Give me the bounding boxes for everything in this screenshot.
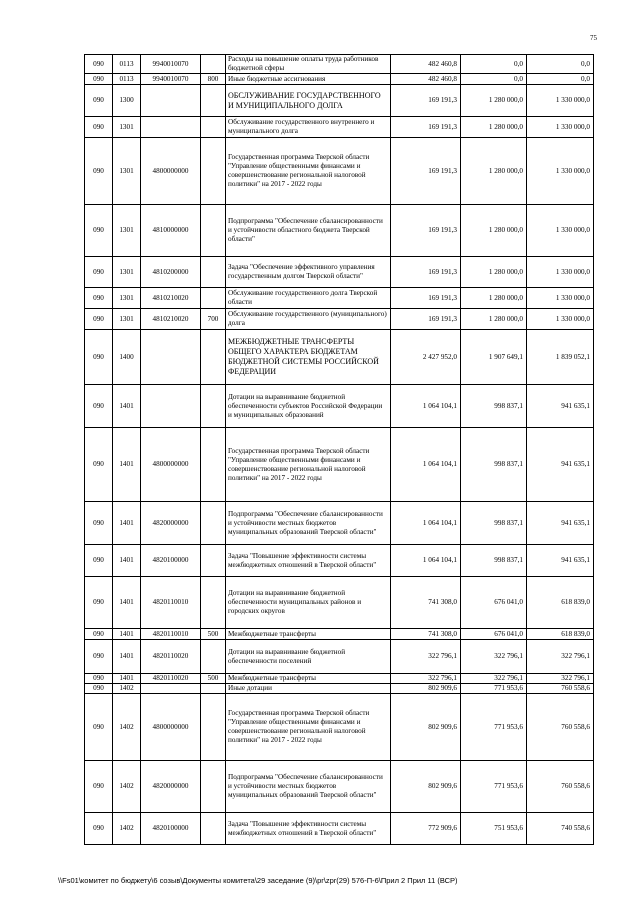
cell-amount-year3: 760 558,6 — [527, 684, 594, 694]
cell-razdel: 0113 — [113, 55, 141, 74]
cell-name: МЕЖБЮДЖЕТНЫЕ ТРАНСФЕРТЫ ОБЩЕГО ХАРАКТЕРА БЮДЖЕТАМ БЮДЖЕТНОЙ СИСТЕМЫ РОССИЙСКОЙ ФЕДЕРАЦИИ — [226, 330, 391, 385]
cell-razdel: 1402 — [113, 761, 141, 813]
cell-name: Обслуживание государственного (муниципального) долга — [226, 309, 391, 330]
cell-amount-year3: 1 330 000,0 — [527, 85, 594, 117]
cell-target-article: 9940010070 — [141, 55, 201, 74]
table-row — [85, 257, 594, 288]
cell-expense-type — [201, 428, 226, 502]
cell-target-article — [141, 117, 201, 138]
cell-razdel: 1401 — [113, 640, 141, 674]
cell-razdel: 0113 — [113, 74, 141, 85]
cell-name: Государственная программа Тверской области "Управление общественными финансами и совершенствование региональной налоговой политики" на 2017 - 2022 годы — [226, 428, 391, 502]
table-row — [85, 74, 594, 85]
cell-amount-year3: 760 558,6 — [527, 761, 594, 813]
cell-expense-type — [201, 684, 226, 694]
cell-razdel: 1301 — [113, 117, 141, 138]
cell-expense-type — [201, 385, 226, 428]
table-row — [85, 813, 594, 845]
cell-ved: 090 — [85, 138, 113, 205]
cell-amount-year2: 1 280 000,0 — [461, 85, 527, 117]
cell-amount-year2: 322 796,1 — [461, 674, 527, 684]
cell-ved: 090 — [85, 309, 113, 330]
cell-target-article: 4800000000 — [141, 694, 201, 761]
table-row — [85, 385, 594, 428]
cell-name: Обслуживание государственного долга Тверской области — [226, 288, 391, 309]
cell-target-article: 4800000000 — [141, 428, 201, 502]
cell-amount-year3: 618 839,0 — [527, 577, 594, 629]
cell-expense-type — [201, 205, 226, 257]
cell-target-article — [141, 85, 201, 117]
cell-amount-year1: 1 064 104,1 — [391, 545, 461, 577]
cell-amount-year1: 1 064 104,1 — [391, 502, 461, 545]
table-row — [85, 694, 594, 761]
cell-amount-year1: 772 909,6 — [391, 813, 461, 845]
cell-ved: 090 — [85, 288, 113, 309]
cell-amount-year3: 1 330 000,0 — [527, 288, 594, 309]
table-row — [85, 330, 594, 385]
cell-amount-year1: 802 909,6 — [391, 684, 461, 694]
cell-amount-year3: 1 839 052,1 — [527, 330, 594, 385]
cell-ved: 090 — [85, 85, 113, 117]
cell-ved: 090 — [85, 385, 113, 428]
cell-amount-year3: 322 796,1 — [527, 640, 594, 674]
cell-amount-year2: 771 953,6 — [461, 761, 527, 813]
table-row — [85, 428, 594, 502]
cell-amount-year2: 1 280 000,0 — [461, 138, 527, 205]
cell-amount-year1: 482 460,8 — [391, 74, 461, 85]
table-row — [85, 629, 594, 640]
cell-razdel: 1300 — [113, 85, 141, 117]
cell-target-article: 4810200000 — [141, 257, 201, 288]
cell-target-article: 4820110020 — [141, 674, 201, 684]
cell-amount-year2: 322 796,1 — [461, 640, 527, 674]
cell-expense-type — [201, 138, 226, 205]
cell-target-article: 4820000000 — [141, 761, 201, 813]
cell-name: Расходы на повышение оплаты труда работников бюджетной сферы — [226, 55, 391, 74]
cell-target-article — [141, 684, 201, 694]
cell-amount-year2: 1 280 000,0 — [461, 205, 527, 257]
cell-razdel: 1301 — [113, 309, 141, 330]
cell-amount-year1: 169 191,3 — [391, 138, 461, 205]
cell-target-article: 4820110010 — [141, 577, 201, 629]
cell-name: Иные бюджетные ассигнования — [226, 74, 391, 85]
page-number: 75 — [590, 34, 597, 42]
cell-ved: 090 — [85, 330, 113, 385]
cell-razdel: 1400 — [113, 330, 141, 385]
cell-amount-year3: 941 635,1 — [527, 502, 594, 545]
cell-target-article: 4810210020 — [141, 288, 201, 309]
table-body — [85, 55, 594, 845]
cell-ved: 090 — [85, 502, 113, 545]
table-row — [85, 545, 594, 577]
table-row — [85, 640, 594, 674]
cell-amount-year1: 322 796,1 — [391, 640, 461, 674]
cell-amount-year2: 1 280 000,0 — [461, 257, 527, 288]
cell-amount-year2: 0,0 — [461, 55, 527, 74]
cell-name: Задача "Повышение эффективности системы межбюджетных отношений в Тверской области" — [226, 545, 391, 577]
cell-amount-year3: 618 839,0 — [527, 629, 594, 640]
table-row — [85, 684, 594, 694]
cell-amount-year2: 676 041,0 — [461, 629, 527, 640]
cell-amount-year1: 741 308,0 — [391, 629, 461, 640]
cell-razdel: 1401 — [113, 385, 141, 428]
cell-amount-year1: 482 460,8 — [391, 55, 461, 74]
cell-amount-year2: 0,0 — [461, 74, 527, 85]
cell-name: Государственная программа Тверской области "Управление общественными финансами и совершенствование региональной налоговой политики" на 2017 - 2022 годы — [226, 138, 391, 205]
cell-expense-type: 800 — [201, 74, 226, 85]
cell-amount-year1: 169 191,3 — [391, 205, 461, 257]
cell-name: Подпрограмма "Обеспечение сбалансированности и устойчивости местных бюджетов муниципальных образований Тверской области" — [226, 502, 391, 545]
cell-amount-year3: 1 330 000,0 — [527, 309, 594, 330]
cell-name: ОБСЛУЖИВАНИЕ ГОСУДАРСТВЕННОГО И МУНИЦИПАЛЬНОГО ДОЛГА — [226, 85, 391, 117]
cell-amount-year1: 169 191,3 — [391, 288, 461, 309]
table-row — [85, 205, 594, 257]
cell-expense-type: 500 — [201, 629, 226, 640]
cell-expense-type — [201, 85, 226, 117]
cell-amount-year3: 941 635,1 — [527, 545, 594, 577]
cell-target-article: 4810210020 — [141, 309, 201, 330]
cell-razdel: 1402 — [113, 684, 141, 694]
cell-amount-year2: 998 837,1 — [461, 428, 527, 502]
table-row — [85, 761, 594, 813]
cell-amount-year3: 1 330 000,0 — [527, 138, 594, 205]
cell-expense-type: 500 — [201, 674, 226, 684]
cell-expense-type — [201, 761, 226, 813]
cell-target-article — [141, 385, 201, 428]
cell-target-article: 4800000000 — [141, 138, 201, 205]
budget-table — [84, 54, 594, 845]
cell-amount-year1: 169 191,3 — [391, 117, 461, 138]
cell-target-article: 4820100000 — [141, 813, 201, 845]
cell-amount-year1: 802 909,6 — [391, 761, 461, 813]
cell-amount-year1: 1 064 104,1 — [391, 428, 461, 502]
cell-expense-type — [201, 288, 226, 309]
table-row — [85, 138, 594, 205]
cell-ved: 090 — [85, 428, 113, 502]
cell-name: Дотации на выравнивание бюджетной обеспеченности субъектов Российской Федерации и муниципальных образований — [226, 385, 391, 428]
cell-amount-year3: 0,0 — [527, 55, 594, 74]
cell-razdel: 1401 — [113, 545, 141, 577]
cell-name: Межбюджетные трансферты — [226, 674, 391, 684]
cell-name: Задача "Обеспечение эффективного управления государственным долгом Тверской области" — [226, 257, 391, 288]
cell-razdel: 1301 — [113, 257, 141, 288]
cell-amount-year3: 322 796,1 — [527, 674, 594, 684]
cell-amount-year3: 740 558,6 — [527, 813, 594, 845]
cell-ved: 090 — [85, 55, 113, 74]
cell-amount-year2: 751 953,6 — [461, 813, 527, 845]
cell-target-article: 4820110010 — [141, 629, 201, 640]
cell-name: Обслуживание государственного внутреннего и муниципального долга — [226, 117, 391, 138]
cell-name: Задача "Повышение эффективности системы межбюджетных отношений в Тверской области" — [226, 813, 391, 845]
cell-expense-type — [201, 813, 226, 845]
cell-amount-year1: 322 796,1 — [391, 674, 461, 684]
cell-razdel: 1402 — [113, 813, 141, 845]
table-row — [85, 117, 594, 138]
table-row — [85, 309, 594, 330]
table-row — [85, 674, 594, 684]
cell-target-article: 4820100000 — [141, 545, 201, 577]
cell-razdel: 1402 — [113, 694, 141, 761]
cell-ved: 090 — [85, 577, 113, 629]
cell-amount-year3: 1 330 000,0 — [527, 205, 594, 257]
cell-ved: 090 — [85, 674, 113, 684]
cell-amount-year2: 771 953,6 — [461, 694, 527, 761]
cell-expense-type — [201, 55, 226, 74]
cell-amount-year2: 771 953,6 — [461, 684, 527, 694]
cell-amount-year2: 998 837,1 — [461, 502, 527, 545]
cell-razdel: 1301 — [113, 288, 141, 309]
cell-amount-year2: 1 280 000,0 — [461, 309, 527, 330]
cell-ved: 090 — [85, 257, 113, 288]
cell-ved: 090 — [85, 545, 113, 577]
cell-amount-year2: 1 907 649,1 — [461, 330, 527, 385]
cell-expense-type — [201, 694, 226, 761]
cell-razdel: 1401 — [113, 674, 141, 684]
cell-amount-year3: 0,0 — [527, 74, 594, 85]
cell-amount-year1: 2 427 952,0 — [391, 330, 461, 385]
cell-ved: 090 — [85, 117, 113, 138]
cell-razdel: 1401 — [113, 428, 141, 502]
cell-ved: 090 — [85, 629, 113, 640]
cell-name: Дотации на выравнивание бюджетной обеспеченности муниципальных районов и городских округов — [226, 577, 391, 629]
cell-expense-type — [201, 502, 226, 545]
cell-razdel: 1301 — [113, 138, 141, 205]
cell-name: Подпрограмма "Обеспечение сбалансированности и устойчивости областного бюджета Тверской области" — [226, 205, 391, 257]
cell-amount-year2: 1 280 000,0 — [461, 288, 527, 309]
cell-amount-year2: 998 837,1 — [461, 545, 527, 577]
cell-amount-year1: 802 909,6 — [391, 694, 461, 761]
cell-expense-type — [201, 117, 226, 138]
cell-razdel: 1401 — [113, 577, 141, 629]
cell-expense-type — [201, 640, 226, 674]
cell-amount-year1: 741 308,0 — [391, 577, 461, 629]
cell-ved: 090 — [85, 684, 113, 694]
cell-razdel: 1401 — [113, 629, 141, 640]
cell-amount-year2: 1 280 000,0 — [461, 117, 527, 138]
cell-target-article: 9940010070 — [141, 74, 201, 85]
cell-ved: 090 — [85, 694, 113, 761]
cell-amount-year3: 1 330 000,0 — [527, 257, 594, 288]
cell-target-article — [141, 330, 201, 385]
cell-expense-type — [201, 330, 226, 385]
cell-name: Межбюджетные трансферты — [226, 629, 391, 640]
cell-amount-year1: 169 191,3 — [391, 85, 461, 117]
table-row — [85, 55, 594, 74]
table-row — [85, 85, 594, 117]
cell-expense-type: 700 — [201, 309, 226, 330]
cell-ved: 090 — [85, 640, 113, 674]
cell-target-article: 4810000000 — [141, 205, 201, 257]
cell-amount-year2: 676 041,0 — [461, 577, 527, 629]
table-row — [85, 577, 594, 629]
footer-file-path: \\Fs01\комитет по бюджету\6 созыв\Документы комитета\29 заседание (9)\pr\zpr(29) 576-П-6\Прил 2 Прил 11 (ВСР) — [58, 876, 458, 885]
cell-amount-year1: 1 064 104,1 — [391, 385, 461, 428]
cell-razdel: 1401 — [113, 502, 141, 545]
cell-amount-year2: 998 837,1 — [461, 385, 527, 428]
cell-amount-year3: 941 635,1 — [527, 385, 594, 428]
cell-amount-year3: 941 635,1 — [527, 428, 594, 502]
cell-name: Иные дотации — [226, 684, 391, 694]
cell-ved: 090 — [85, 761, 113, 813]
cell-amount-year1: 169 191,3 — [391, 309, 461, 330]
cell-amount-year1: 169 191,3 — [391, 257, 461, 288]
cell-amount-year3: 760 558,6 — [527, 694, 594, 761]
cell-amount-year3: 1 330 000,0 — [527, 117, 594, 138]
cell-ved: 090 — [85, 74, 113, 85]
cell-target-article: 4820110020 — [141, 640, 201, 674]
cell-name: Дотации на выравнивание бюджетной обеспеченности поселений — [226, 640, 391, 674]
cell-name: Государственная программа Тверской области "Управление общественными финансами и совершенствование региональной налоговой политики" на 2017 - 2022 годы — [226, 694, 391, 761]
table-row — [85, 288, 594, 309]
cell-name: Подпрограмма "Обеспечение сбалансированности и устойчивости местных бюджетов муниципальных образований Тверской области" — [226, 761, 391, 813]
cell-expense-type — [201, 577, 226, 629]
cell-expense-type — [201, 257, 226, 288]
cell-ved: 090 — [85, 205, 113, 257]
cell-target-article: 4820000000 — [141, 502, 201, 545]
cell-expense-type — [201, 545, 226, 577]
cell-razdel: 1301 — [113, 205, 141, 257]
cell-ved: 090 — [85, 813, 113, 845]
table-row — [85, 502, 594, 545]
